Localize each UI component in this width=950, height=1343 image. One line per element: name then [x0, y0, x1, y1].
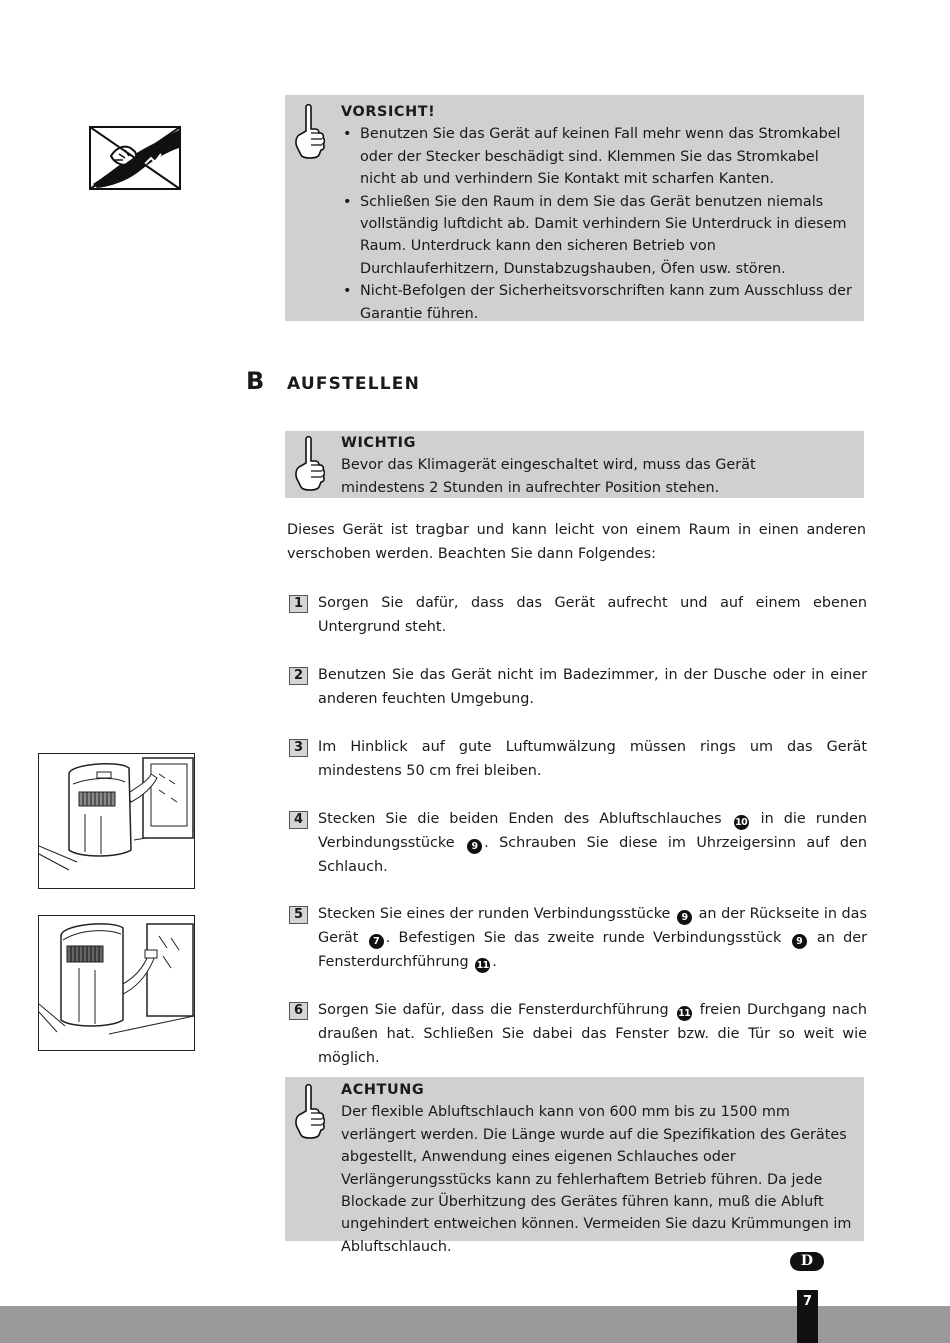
step-item	[287, 998, 867, 1070]
caution-title: VORSICHT!	[341, 104, 436, 120]
step-item	[287, 807, 867, 879]
step-item	[287, 735, 867, 783]
caution-bullet: • Benutzen Sie das Gerät auf keinen Fall mehr wenn das Stromkabel oder der Stecker beschädigt sind. Klemmen Sie das Stromkabel nicht ab und verhindern Sie Kontakt mit scharfen Kanten.	[341, 123, 854, 190]
attention-title: ACHTUNG	[341, 1082, 425, 1098]
step-number: 6	[289, 1002, 308, 1020]
page-number: 7	[797, 1290, 818, 1343]
caution-box	[285, 95, 864, 321]
part-reference-number: 11	[476, 960, 489, 971]
caution-bullet: • Nicht-Befolgen der Sicherheitsvorschriften kann zum Ausschluss der Garantie führen.	[341, 280, 854, 325]
part-reference-number: 9	[792, 934, 807, 949]
step-item	[287, 663, 867, 711]
intro-paragraph: Dieses Gerät ist tragbar und kann leicht von einem Raum in einen anderen verschoben werden. Beachten Sie dann Folgendes:	[287, 522, 866, 562]
pointing-hand-icon	[293, 103, 325, 161]
unit-with-hose-illustration	[38, 915, 195, 1051]
section-title: AUFSTELLEN	[287, 374, 421, 394]
step-text: Stecken Sie die beiden Enden des Abluftschlauches 10 in die runden Verbindungsstücke 9 . Schrauben Sie diese im Uhrzeigersinn auf den Schlauch.	[318, 811, 867, 875]
step-text: Sorgen Sie dafür, dass die Fensterdurchführung 11 freien Durchgang nach draußen hat. Schließen Sie dabei das Fenster bzw. die Tür so weit wie möglich.	[318, 1002, 868, 1066]
no-damaged-cable-icon	[89, 126, 181, 190]
section-letter: B	[246, 367, 265, 395]
step-item	[287, 902, 867, 974]
step-number: 3	[289, 739, 308, 757]
unit-near-window-illustration	[38, 753, 195, 889]
pointing-hand-icon	[293, 1083, 325, 1141]
part-reference-number: 10	[735, 817, 748, 828]
part-reference-number: 9	[677, 910, 692, 925]
important-title: WICHTIG	[341, 435, 417, 451]
step-number: 4	[289, 811, 308, 829]
step-text: Sorgen Sie dafür, dass das Gerät aufrecht und auf einem ebenen Untergrund steht.	[318, 595, 867, 635]
language-badge: D	[790, 1252, 824, 1271]
important-box	[285, 431, 864, 498]
caution-list	[341, 123, 854, 325]
step-number: 1	[289, 595, 308, 613]
step-number: 2	[289, 667, 308, 685]
pointing-hand-icon	[293, 435, 325, 493]
attention-box	[285, 1077, 864, 1255]
important-text: Bevor das Klimagerät eingeschaltet wird, muss das Gerät mindestens 2 Stunden in aufrechter Position stehen.	[341, 457, 756, 496]
step-text: Stecken Sie eines der runden Verbindungsstücke 9 an der Rückseite in das Gerät 7 . Befestigen Sie das zweite runde Verbindungsstück 9 an der Fensterdurchführung 11 .	[318, 906, 867, 971]
step-number: 5	[289, 906, 308, 924]
part-reference-number: 11	[678, 1008, 691, 1019]
part-reference-number: 9	[467, 839, 482, 854]
attention-text: Der flexible Abluftschlauch kann von 600 mm bis zu 1500 mm verlängert werden. Die Länge wurde auf die Spezifikation des Gerätes abgestellt, Anwendung eines eigenen Schlauches oder Verlängerungsstücks kann zu fehlerhaftem Betrieb führen. Da jede Blockade zur Überhitzung des Gerätes führen kann, muß die Abluft ungehindert entweichen können. Vermeiden Sie dazu Krümmungen im Abluftschlauch.	[341, 1104, 852, 1255]
step-item	[287, 591, 867, 639]
step-text: Im Hinblick auf gute Luftumwälzung müssen rings um das Gerät mindestens 50 cm frei bleiben.	[318, 739, 867, 779]
part-reference-number: 7	[369, 934, 384, 949]
caution-bullet: • Schließen Sie den Raum in dem Sie das Gerät benutzen niemals vollständig luftdicht ab. Damit verhindern Sie Unterdruck in diesem Raum. Unterdruck kann den sicheren Betrieb von Durchlauferhitzern, Dunstabzugshauben, Öfen usw. stören.	[341, 191, 854, 281]
step-text: Benutzen Sie das Gerät nicht im Badezimmer, in der Dusche oder in einer anderen feuchten Umgebung.	[318, 667, 867, 707]
